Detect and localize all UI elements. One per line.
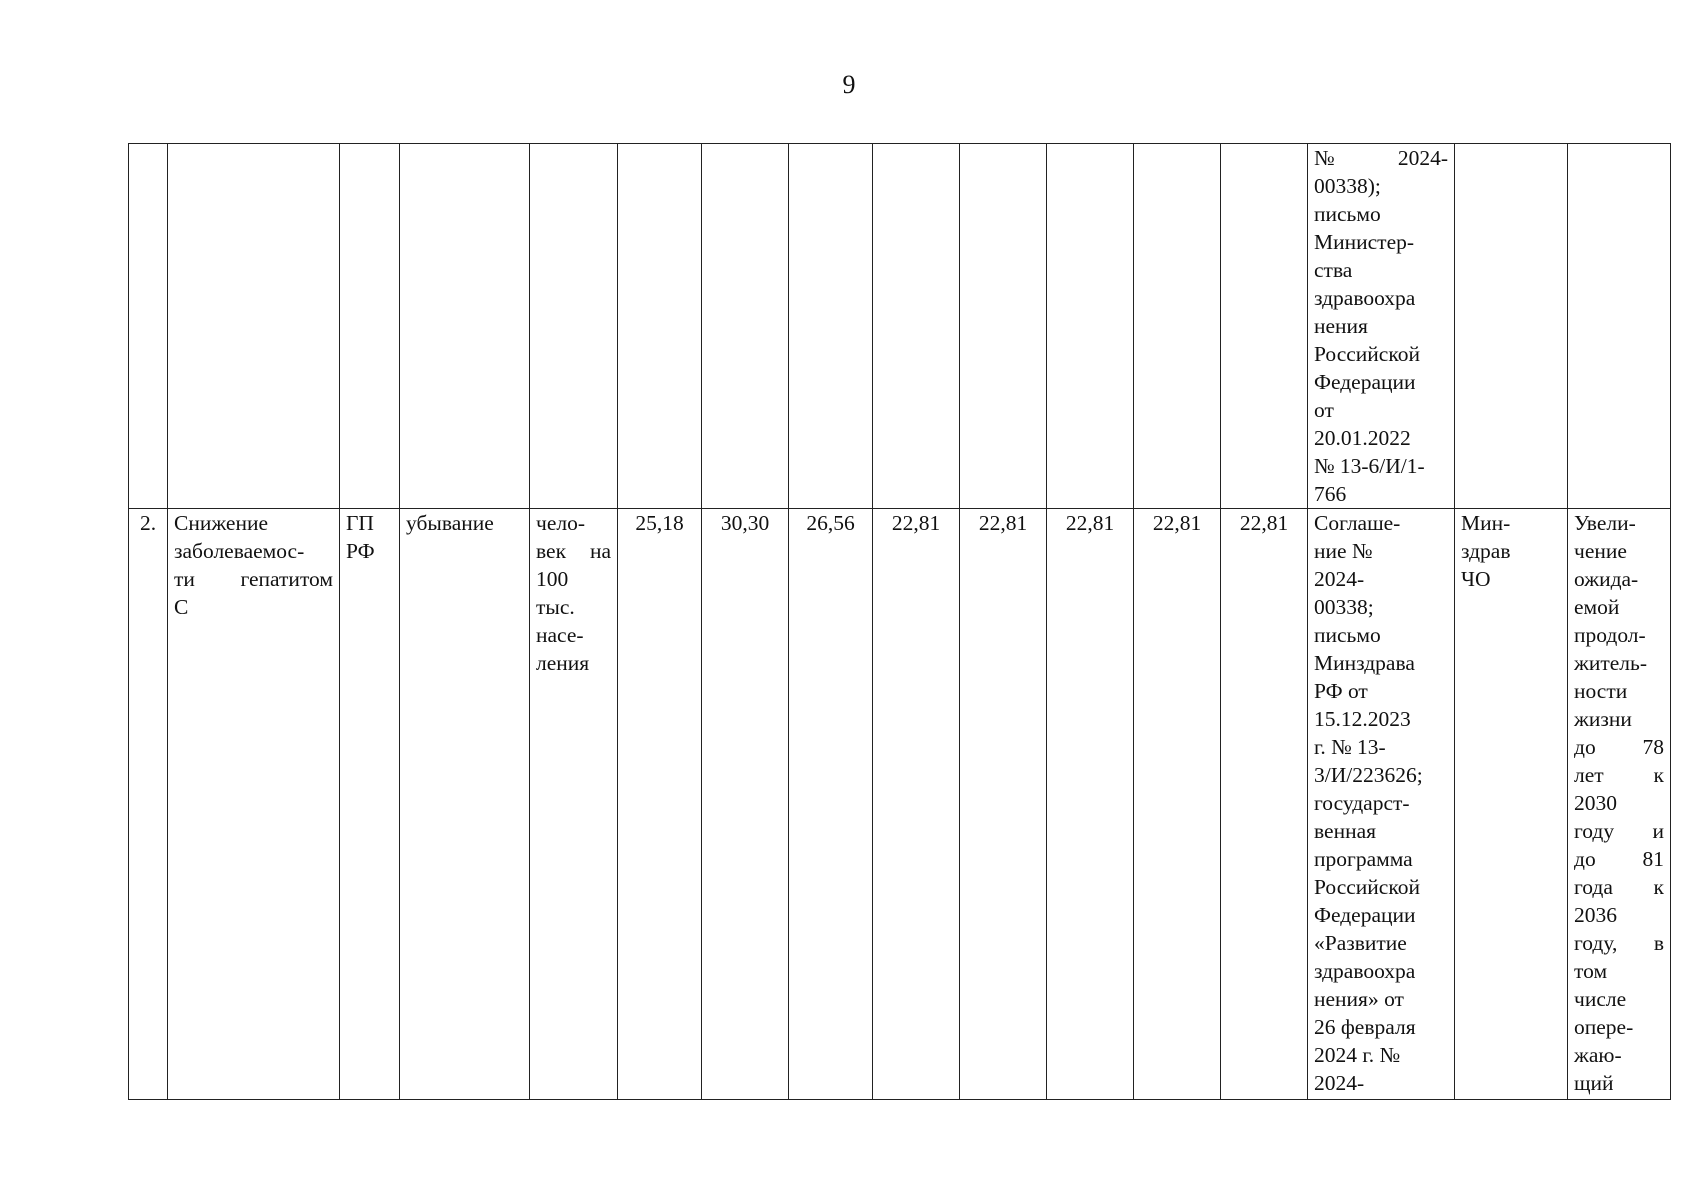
cell-level xyxy=(340,509,400,1100)
cell-text-line: 2024 г. № xyxy=(1314,1043,1401,1067)
cell-text-line: Российской xyxy=(1314,875,1420,899)
cell-text-line: 20.01.2022 xyxy=(1314,426,1411,450)
cell-text-line: письмо xyxy=(1314,202,1381,226)
cell-text-line: житель- xyxy=(1574,651,1647,675)
cell-basis xyxy=(1308,144,1455,509)
cell-text-line: ГП xyxy=(346,511,374,535)
cell-text-line: насе- xyxy=(536,623,584,647)
table-row-continuation xyxy=(129,144,1671,509)
cell-text-word: году xyxy=(1574,819,1615,843)
cell-text-line: 00338); xyxy=(1314,174,1381,198)
cell-text-line: щий xyxy=(1574,1071,1614,1095)
cell-text-line: жизни xyxy=(1574,707,1632,731)
cell-text-line: числе xyxy=(1574,987,1627,1011)
row-number: 2. xyxy=(129,509,168,1100)
cell-text-line: чение xyxy=(1574,539,1627,563)
cell-text-line: Увели- xyxy=(1574,511,1636,535)
cell-text-line: государст- xyxy=(1314,791,1410,815)
cell-text-line: письмо xyxy=(1314,623,1381,647)
cell-text-line: венная xyxy=(1314,819,1377,843)
cell-text-line: С xyxy=(174,595,189,619)
cell-text-word: к xyxy=(1653,763,1664,787)
cell-text-line: Снижение xyxy=(174,511,269,535)
cell-number xyxy=(129,144,168,509)
cell-basis xyxy=(1308,509,1455,1100)
cell-text-line: тыс. xyxy=(536,595,575,619)
cell-text-line: 3/И/223626; xyxy=(1314,763,1423,787)
cell-text-line: Соглаше- xyxy=(1314,511,1401,535)
cell-text-word: года xyxy=(1574,875,1613,899)
cell-text-line: нения» от xyxy=(1314,987,1404,1011)
cell-text-line: Мин- xyxy=(1461,511,1511,535)
table-row-2 xyxy=(129,509,1671,1100)
cell-text-line: № 13-6/И/1- xyxy=(1314,454,1425,478)
cell-text-word: 2024- xyxy=(1397,146,1448,170)
cell-text-line: 100 xyxy=(536,567,569,591)
cell-responsible xyxy=(1455,509,1568,1100)
cell-text-line: 2024- xyxy=(1314,1071,1365,1095)
cell-text-word: и xyxy=(1652,819,1664,843)
cell-indicator xyxy=(168,144,340,509)
cell-text-line: Министер- xyxy=(1314,230,1415,254)
cell-value xyxy=(1047,144,1134,509)
cell-unit xyxy=(530,144,618,509)
cell-value xyxy=(960,144,1047,509)
cell-text-line: жаю- xyxy=(1574,1043,1622,1067)
cell-text-line: ние № xyxy=(1314,539,1373,563)
cell-text-line: ЧО xyxy=(1461,567,1491,591)
cell-text-word: 78 xyxy=(1642,735,1664,759)
cell-text-line: 15.12.2023 xyxy=(1314,707,1411,731)
cell-indicator xyxy=(168,509,340,1100)
cell-text-line: Минздрава xyxy=(1314,651,1415,675)
cell-responsible xyxy=(1455,144,1568,509)
cell-text-line: ожида- xyxy=(1574,567,1639,591)
cell-text-line: 2024- xyxy=(1314,567,1365,591)
cell-text-line xyxy=(1574,845,1664,873)
cell-text-line: здрав xyxy=(1461,539,1511,563)
cell-text-word: лет xyxy=(1574,763,1604,787)
cell-value: 22,81 xyxy=(960,509,1047,1100)
cell-text-line: Федерации xyxy=(1314,903,1416,927)
cell-value: 22,81 xyxy=(1221,509,1308,1100)
cell-value xyxy=(618,144,702,509)
cell-value xyxy=(1221,144,1308,509)
cell-text-line: продол- xyxy=(1574,623,1646,647)
cell-trend: убывание xyxy=(400,509,530,1100)
cell-text-line xyxy=(1574,733,1664,761)
cell-text-line: Российской xyxy=(1314,342,1420,366)
cell-text-line: 766 xyxy=(1314,482,1347,506)
cell-text-word: гепатитом xyxy=(240,567,333,591)
cell-text-line: РФ xyxy=(346,539,375,563)
cell-text-word: к xyxy=(1653,875,1664,899)
cell-text-word: век xyxy=(536,539,567,563)
cell-value xyxy=(702,144,789,509)
cell-text-line: Федерации xyxy=(1314,370,1416,394)
cell-value xyxy=(1134,144,1221,509)
cell-text-line xyxy=(1574,929,1664,957)
cell-value: 22,81 xyxy=(873,509,960,1100)
cell-text-line: 26 февраля xyxy=(1314,1015,1416,1039)
cell-text-word: ти xyxy=(174,567,195,591)
cell-text-line: «Развитие xyxy=(1314,931,1407,955)
cell-text-line: 2030 xyxy=(1574,791,1617,815)
indicators-table xyxy=(128,143,1671,1100)
cell-text-line xyxy=(1574,873,1664,901)
cell-text-line: опере- xyxy=(1574,1015,1634,1039)
cell-text-word: до xyxy=(1574,735,1596,759)
cell-text-word: на xyxy=(589,539,611,563)
cell-text-line: программа xyxy=(1314,847,1413,871)
cell-text-line xyxy=(1574,761,1664,789)
cell-value xyxy=(873,144,960,509)
cell-text-word: в xyxy=(1653,931,1664,955)
cell-text-line: от xyxy=(1314,398,1334,422)
cell-text-line: г. № 13- xyxy=(1314,735,1386,759)
cell-text-line xyxy=(536,537,611,565)
cell-level xyxy=(340,144,400,509)
cell-text-line: ления xyxy=(536,651,590,675)
cell-text-line: емой xyxy=(1574,595,1620,619)
cell-text-line xyxy=(1574,817,1664,845)
cell-text-line: том xyxy=(1574,959,1608,983)
cell-text-line: ности xyxy=(1574,679,1628,703)
cell-text-line xyxy=(1314,144,1448,172)
cell-text-line xyxy=(174,565,333,593)
cell-link xyxy=(1568,144,1671,509)
cell-text-line: 00338; xyxy=(1314,595,1374,619)
cell-text-line: РФ от xyxy=(1314,679,1368,703)
cell-link xyxy=(1568,509,1671,1100)
cell-trend xyxy=(400,144,530,509)
cell-text-line: нения xyxy=(1314,314,1368,338)
cell-text-word: 81 xyxy=(1642,847,1664,871)
cell-value: 26,56 xyxy=(789,509,873,1100)
cell-value: 25,18 xyxy=(618,509,702,1100)
cell-text-line: здравоохра xyxy=(1314,286,1416,310)
cell-value: 22,81 xyxy=(1047,509,1134,1100)
cell-unit xyxy=(530,509,618,1100)
cell-value: 22,81 xyxy=(1134,509,1221,1100)
cell-text-line: заболеваемос- xyxy=(174,539,305,563)
cell-text-line: ства xyxy=(1314,258,1353,282)
cell-value: 30,30 xyxy=(702,509,789,1100)
cell-value xyxy=(789,144,873,509)
cell-text-word: № xyxy=(1314,146,1335,170)
cell-text-word: году, xyxy=(1574,931,1618,955)
page-number: 9 xyxy=(842,70,856,99)
cell-text-line: здравоохра xyxy=(1314,959,1416,983)
cell-text-line: 2036 xyxy=(1574,903,1617,927)
cell-text-line: чело- xyxy=(536,511,585,535)
cell-text-word: до xyxy=(1574,847,1596,871)
